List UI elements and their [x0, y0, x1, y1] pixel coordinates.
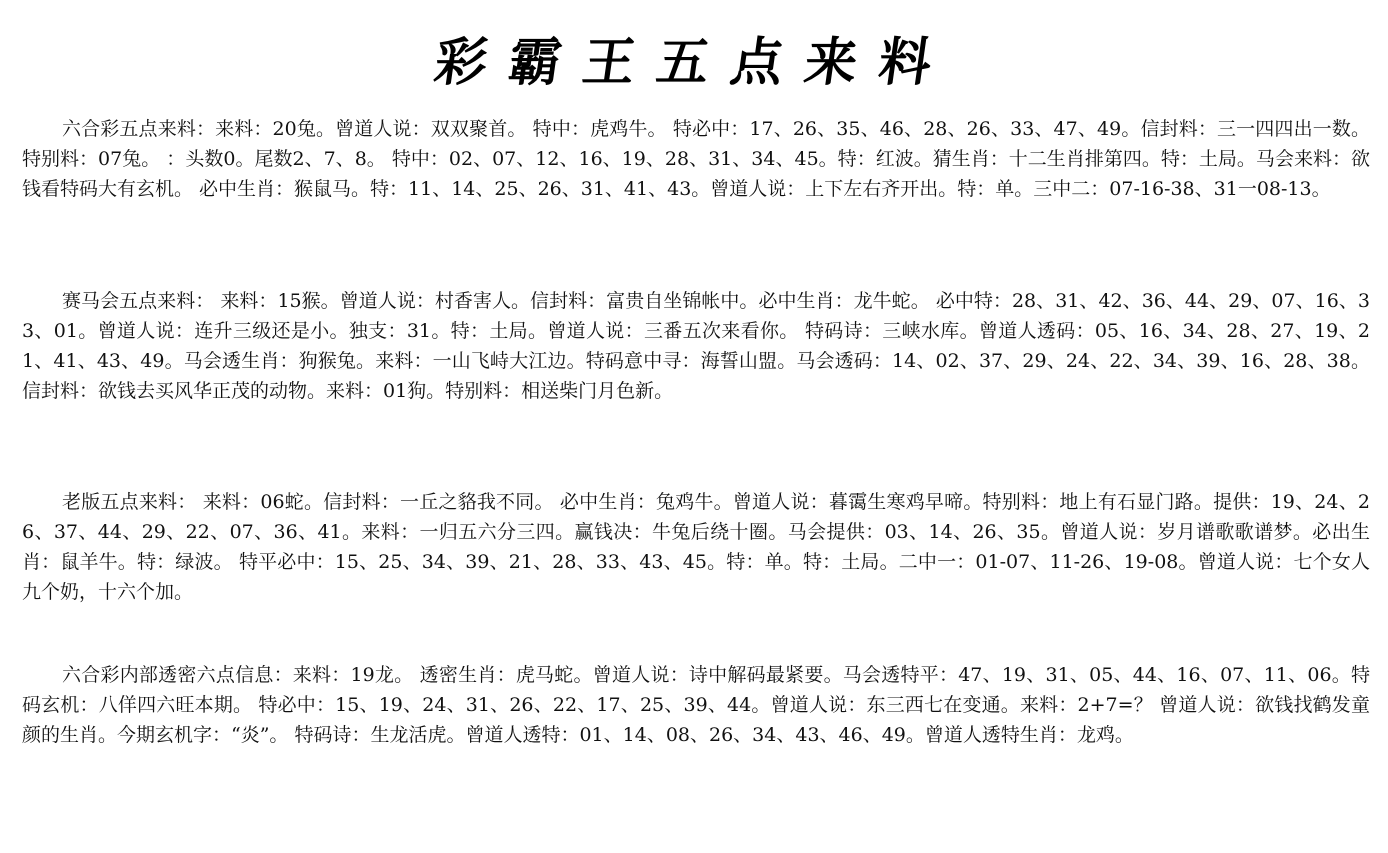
- page-title: 彩霸王五点来料: [430, 32, 958, 93]
- section-liuhecai-five-point: 六合彩五点来料：来料：20兔。曾道人说：双双聚首。 特中：虎鸡牛。 特必中：17、26、35、46、28、26、33、47、49。信封料：三一四四出一数。特别料：07兔。 ：头数0。尾数2、7、8。 特中：02、07、12、16、19、28、31、34、45。特：红波。猜生肖：十二生肖排第四。特：土局。马会来料：欲钱看特码大有玄机。 必中生肖：猴鼠马。特：11、14、25、26、31、41、43。曾道人说：上下左右齐开出。特：单。三中二：07-16-38、31一08-13。: [22, 118, 1370, 200]
- section-laoban-five-point: 老版五点来料： 来料：06蛇。信封料：一丘之貉我不同。 必中生肖：兔鸡牛。曾道人说：暮霭生寒鸡早啼。特别料：地上有石显门路。提供：19、24、26、37、44、29、22、07、36、41。来料：一归五六分三四。赢钱决：牛兔后绕十圈。马会提供：03、14、26、35。曾道人说：岁月谱歌歌谱梦。必出生肖：鼠羊牛。特：绿波。 特平必中：15、25、34、39、21、28、33、43、45。特：单。特：土局。二中一：01-07、11-26、19-08。曾道人说：七个女人九个奶，十六个加。: [22, 491, 1370, 603]
- section-saimahui-five-point: 赛马会五点来料： 来料：15猴。曾道人说：村香害人。信封料：富贵自坐锦帐中。必中生肖：龙牛蛇。 必中特：28、31、42、36、44、29、07、16、33、01。曾道人说：连升三级还是小。独支：31。特：土局。曾道人说：三番五次来看你。 特码诗：三峡水库。曾道人透码：05、16、34、28、27、19、21、41、43、49。马会透生肖：狗猴兔。来料：一山飞峙大江边。特码意中寻：海誓山盟。马会透码：14、02、37、29、24、22、34、39、16、28、38。信封料：欲钱去买风华正茂的动物。来料：01狗。特别料：相送柴门月色新。: [22, 290, 1370, 402]
- section-internal-six-point: 六合彩内部透密六点信息：来料：19龙。 透密生肖：虎马蛇。曾道人说：诗中解码最紧要。马会透特平：47、19、31、05、44、16、07、11、06。特码玄机：八佯四六旺本期。 特必中：15、19、24、31、26、22、17、25、39、44。曾道人说：东三西七在变通。来料：2+7=？ 曾道人说：欲钱找鹤发童颜的生肖。今期玄机字：“炎”。 特码诗：生龙活虎。曾道人透特：01、14、08、26、34、43、46、49。曾道人透特生肖：龙鸡。: [22, 664, 1370, 746]
